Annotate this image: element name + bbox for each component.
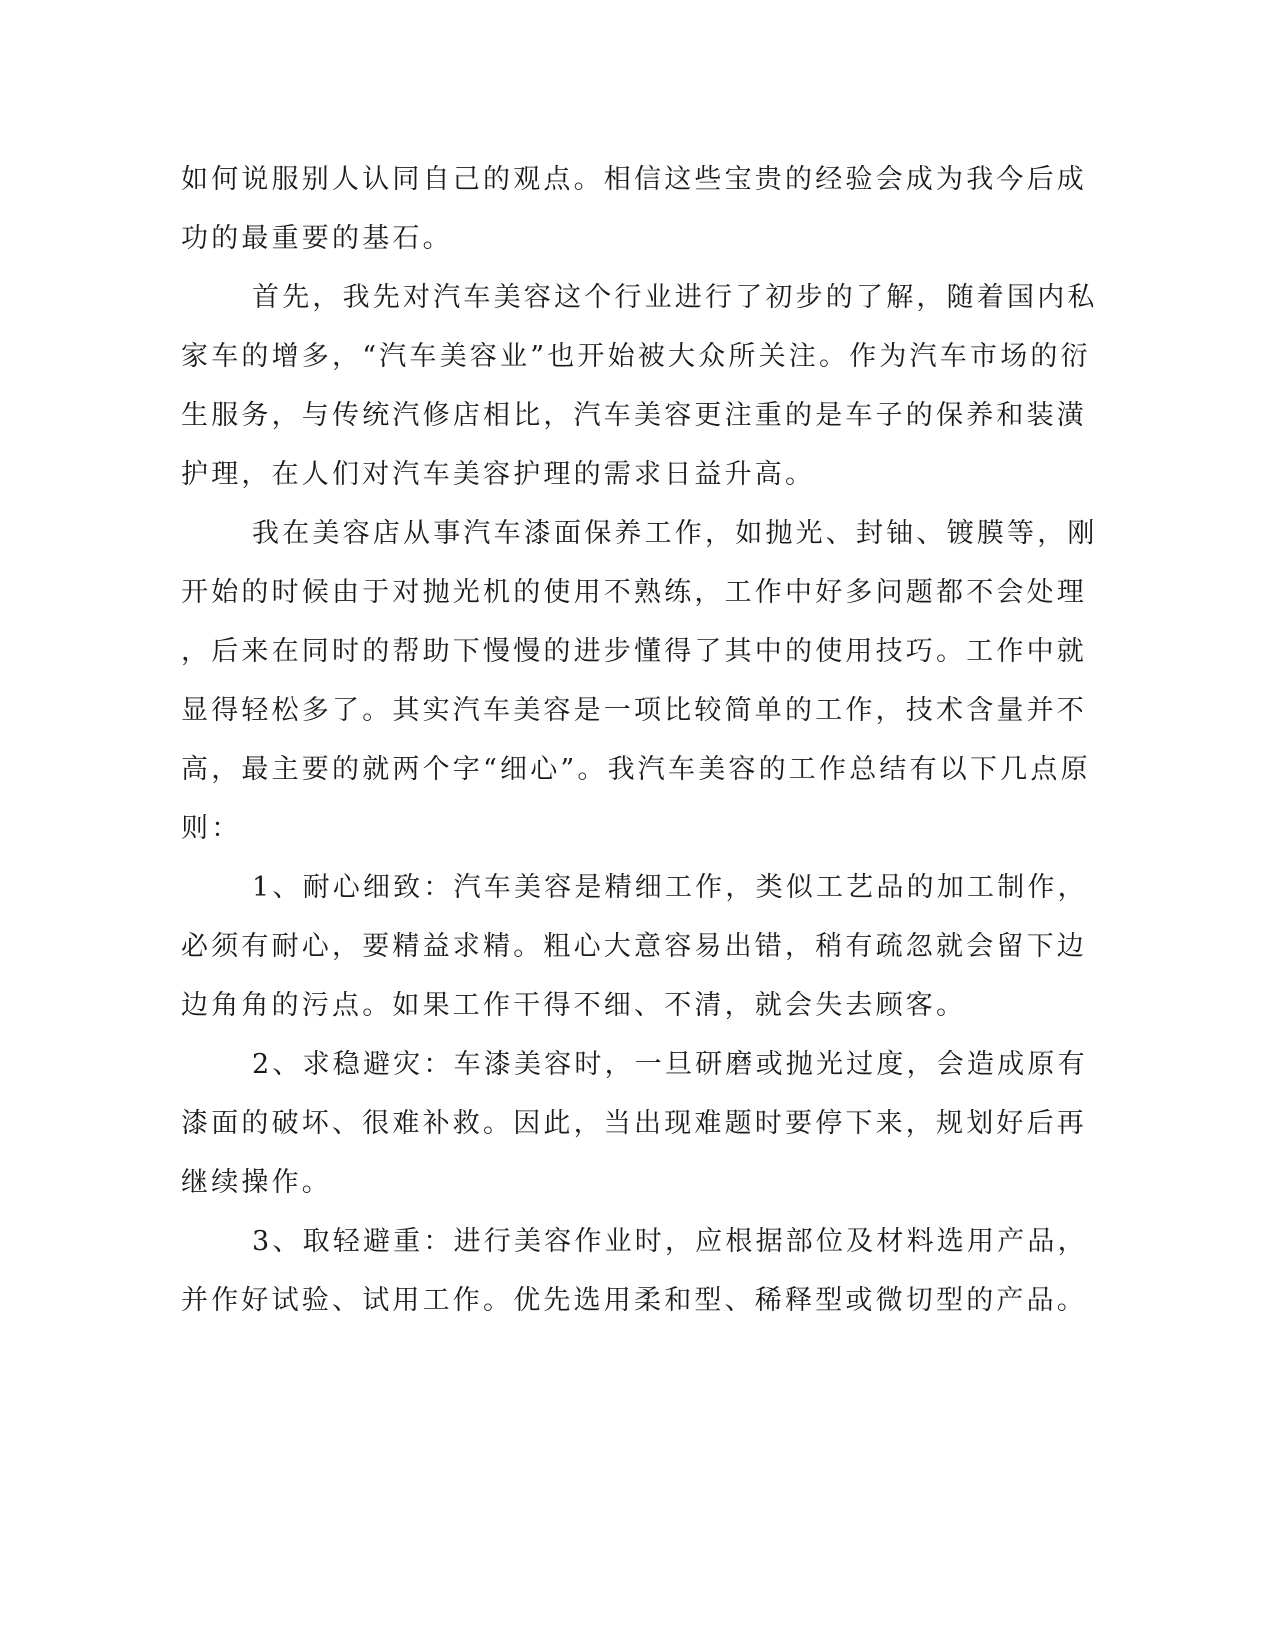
text-line: 并作好试验、试用工作。优先选用柔和型、稀释型或微切型的产品。	[181, 1285, 1087, 1316]
text-line: 护理，在人们对汽车美容护理的需求日益升高。	[181, 459, 816, 490]
text-line: ，后来在同时的帮助下慢慢的进步懂得了其中的使用技巧。工作中就	[181, 636, 1087, 667]
text-line: 则：	[181, 813, 242, 844]
text-line: 生服务，与传统汽修店相比，汽车美容更注重的是车子的保养和装潢	[181, 400, 1087, 431]
paragraph-first-line: 我在美容店从事汽车漆面保养工作，如抛光、封铀、镀膜等，刚	[252, 518, 1098, 549]
text-line: 高，最主要的就两个字“细心”。我汽车美容的工作总结有以下几点原	[181, 754, 1091, 785]
text-line: 开始的时候由于对抛光机的使用不熟练，工作中好多问题都不会处理	[181, 577, 1087, 608]
list-item-first-line: 2、求稳避灾：车漆美容时，一旦研磨或抛光过度，会造成原有	[252, 1049, 1088, 1080]
text-line: 家车的增多，“汽车美容业”也开始被大众所关注。作为汽车市场的衍	[181, 341, 1091, 372]
text-line: 显得轻松多了。其实汽车美容是一项比较简单的工作，技术含量并不	[181, 695, 1087, 726]
text-line: 边角角的污点。如果工作干得不细、不清，就会失去顾客。	[181, 990, 967, 1021]
text-line: 功的最重要的基石。	[181, 223, 453, 254]
list-item-first-line: 1、耐心细致：汽车美容是精细工作，类似工艺品的加工制作，	[252, 872, 1088, 903]
text-line: 如何说服别人认同自己的观点。相信这些宝贵的经验会成为我今后成	[181, 164, 1087, 195]
text-line: 漆面的破坏、很难补救。因此，当出现难题时要停下来，规划好后再	[181, 1108, 1087, 1139]
list-item-first-line: 3、取轻避重：进行美容作业时，应根据部位及材料选用产品，	[252, 1226, 1088, 1257]
paragraph-first-line: 首先，我先对汽车美容这个行业进行了初步的了解，随着国内私	[252, 282, 1098, 313]
text-line: 必须有耐心，要精益求精。粗心大意容易出错，稍有疏忽就会留下边	[181, 931, 1087, 962]
text-line: 继续操作。	[181, 1167, 332, 1198]
